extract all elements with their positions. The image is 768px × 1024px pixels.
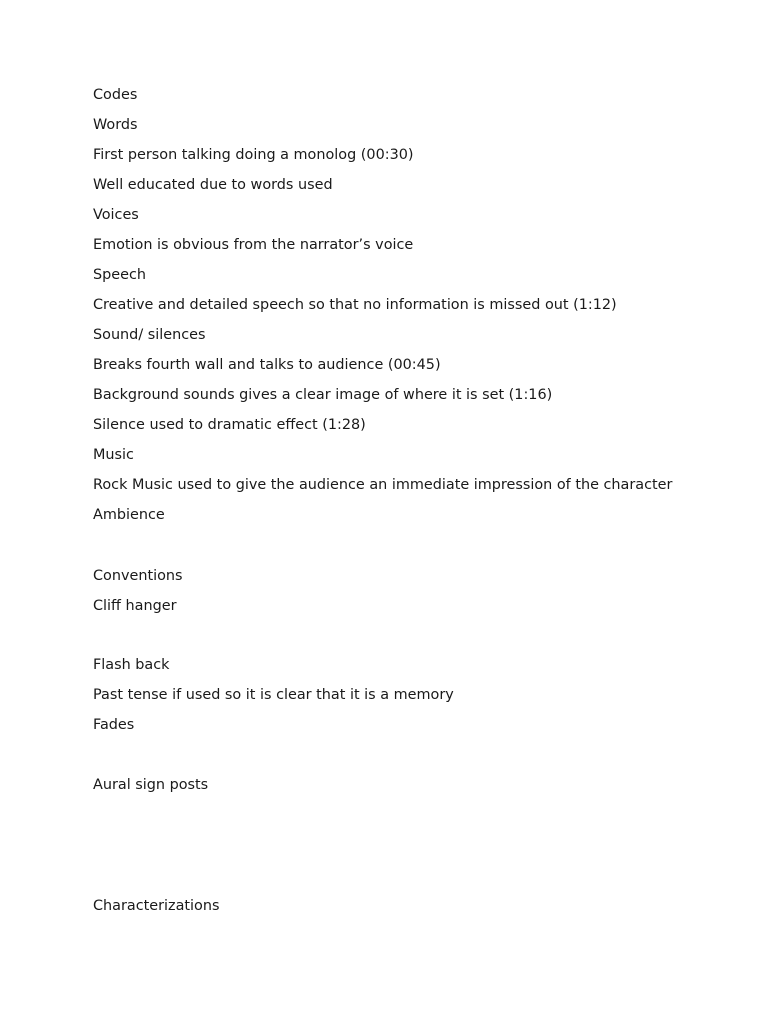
subheading-ambience: Ambience [93,507,165,523]
subheading-speech: Speech [93,267,147,283]
note-line: Past tense if used so it is clear that it is a memory [93,687,454,703]
subheading-words: Words [93,117,138,133]
note-line: First person talking doing a monolog (00:30) [93,147,414,163]
subheading-cliff-hanger: Cliff hanger [93,598,177,614]
subheading-aural-sign-posts: Aural sign posts [93,777,209,793]
heading-conventions: Conventions [93,568,183,584]
note-line: Breaks fourth wall and talks to audience (00:45) [93,357,441,373]
heading-codes: Codes [93,87,138,103]
note-line: Silence used to dramatic effect (1:28) [93,417,366,433]
subheading-music: Music [93,447,134,463]
note-line: Well educated due to words used [93,177,333,193]
note-line: Creative and detailed speech so that no information is missed out (1:12) [93,297,617,313]
heading-characterizations: Characterizations [93,898,220,914]
subheading-sound-silences: Sound/ silences [93,327,206,343]
subheading-voices: Voices [93,207,139,223]
note-line: Emotion is obvious from the narrator’s voice [93,237,414,253]
note-line: Rock Music used to give the audience an immediate impression of the character [93,477,673,493]
subheading-fades: Fades [93,717,135,733]
subheading-flash-back: Flash back [93,657,170,673]
note-line: Background sounds gives a clear image of where it is set (1:16) [93,387,553,403]
